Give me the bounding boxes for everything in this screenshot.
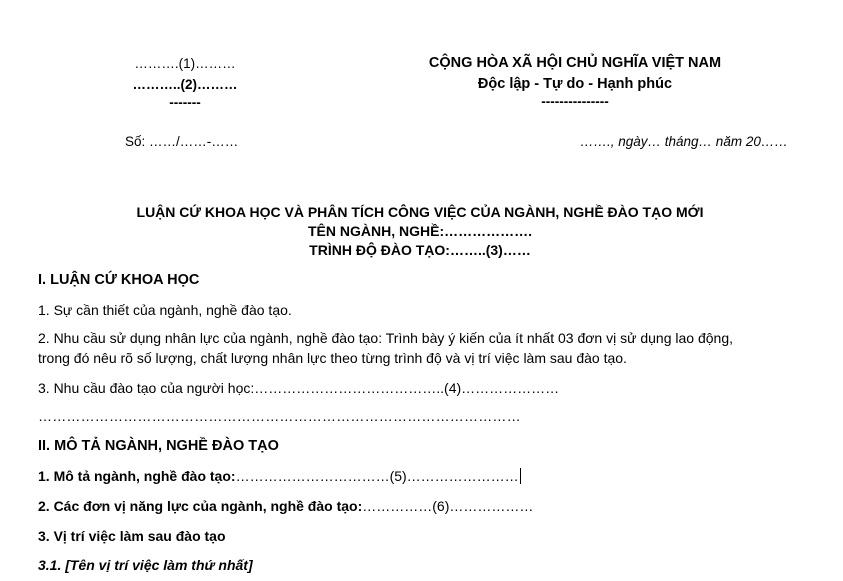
- section-1-heading: I. LUẬN CỨ KHOA HỌC: [38, 272, 200, 288]
- text-cursor: [520, 468, 521, 484]
- section-2-heading: II. MÔ TẢ NGÀNH, NGHỀ ĐÀO TẠO: [38, 438, 279, 454]
- section-2-item-1-fill: ……………………………(5)……………………: [235, 468, 519, 484]
- fill-in-dots-line: …………………………………………………………………………………………: [38, 408, 521, 424]
- organization-divider: -------: [169, 95, 201, 110]
- section-2-item-1-label: 1. Mô tả ngành, nghề đào tạo:: [38, 468, 236, 484]
- section-2-item-1[interactable]: [38, 468, 521, 484]
- section-2-item-2-fill: ……………(6)………………: [362, 498, 534, 514]
- field-name-line: TÊN NGÀNH, NGHỀ:……………….: [308, 223, 532, 239]
- document-date: ……., ngày… tháng… năm 20……: [580, 134, 788, 149]
- section-1-item-1: 1. Sự cần thiết của ngành, nghề đào tạo.: [38, 302, 292, 318]
- section-1-item-2-line-2: trong đó nêu rõ số lượng, chất lượng nhân lực theo từng trình độ và vị trí việc làm sau đào tạo.: [38, 350, 627, 366]
- section-2-item-2-label: 2. Các đơn vị năng lực của ngành, nghề đào tạo:: [38, 498, 363, 514]
- section-2-item-3: 3. Vị trí việc làm sau đào tạo: [38, 528, 226, 544]
- training-level-line: TRÌNH ĐỘ ĐÀO TẠO:……..(3)……: [309, 242, 531, 258]
- national-title: CỘNG HÒA XÃ HỘI CHỦ NGHĨA VIỆT NAM: [428, 55, 722, 71]
- organization-name: ………..(2)………: [132, 77, 238, 92]
- section-1-item-3: 3. Nhu cầu đào tạo của người học:…………………………………..(4)…………………: [38, 380, 560, 396]
- section-2-item-3-1: 3.1. [Tên vị trí việc làm thứ nhất]: [38, 557, 253, 573]
- national-motto: Độc lập - Tự do - Hạnh phúc: [477, 76, 673, 92]
- section-1-item-2-line-1: 2. Nhu cầu sử dụng nhân lực của ngành, nghề đào tạo: Trình bày ý kiến của ít nhất 03 đơn vị sử dụng lao động,: [38, 330, 733, 346]
- section-2-item-2: [38, 498, 533, 514]
- document-number: Số: ……/……-……: [125, 134, 239, 149]
- parent-organization: ……….(1)………: [134, 56, 236, 71]
- motto-divider: ---------------: [541, 94, 609, 109]
- document-title: LUẬN CỨ KHOA HỌC VÀ PHÂN TÍCH CÔNG VIỆC CỦA NGÀNH, NGHỀ ĐÀO TẠO MỚI: [136, 204, 704, 220]
